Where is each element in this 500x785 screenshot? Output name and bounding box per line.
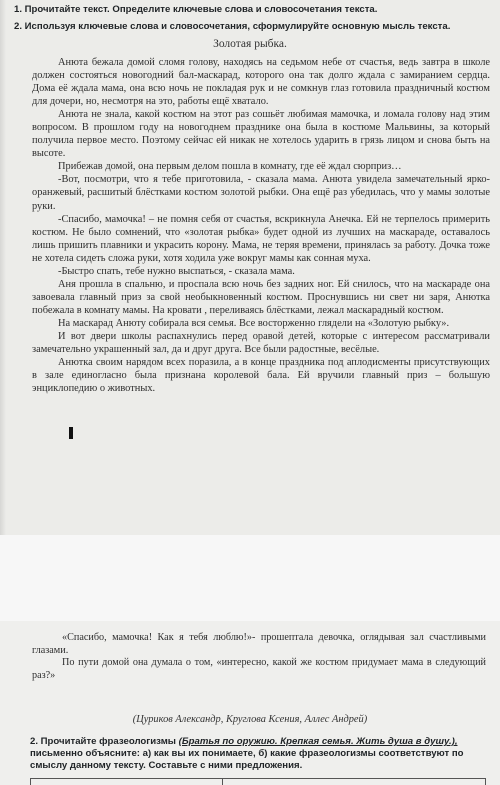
story-continuation	[32, 632, 486, 682]
paragraph: На маскарад Анюту собирала вся семья. Все восторженно глядели на «Золотую рыбку».	[58, 317, 450, 329]
page-gap	[0, 535, 500, 621]
paragraph: -Спасибо, мамочка! – не помня себя от счастья, вскрикнула Анечка. Ей не терпелось примерить костюм. Не было сомнений, что «золотая рыбка» будет одной из лучших на маскараде, оставалось лишь пришить плавники и украсить корону. Мама, не теряя времени, принялась за работу. Дочка тоже не хотела сидеть сложа руки, хотя ходила уже вокруг мамы как сонная муха.	[32, 213, 490, 264]
paragraph: И вот двери школы распахнулись перед оравой детей, которые с интересом рассматривали замечательно украшенный зал, да и друг друга. Все были радостные, весёлые.	[32, 330, 490, 356]
paragraph: -Вот, посмотри, что я тебе приготовила, - сказала мама. Анюта увидела замечательный ярко-оранжевый, расшитый блёстками костюм золотой рыбки. Она ещё раз убедилась, что у мамы золотые руки.	[32, 174, 490, 212]
text-cursor-mark	[69, 427, 73, 439]
story-authors: (Цуриков Александр, Круглова Ксения, Аллес Андрей)	[132, 714, 368, 725]
story-title: Золотая рыбка.	[213, 38, 287, 50]
task-3-rest: письменно объясните: а) как вы их понимаете, б) какие фразеологизмы соответствуют по смыслу данному тексту. Составьте с ними предложения.	[30, 748, 464, 771]
paragraph: Аня прошла в спальню, и проспала всю ночь без задних ног. Ей снилось, что на маскараде она завоевала главный приз за свой необыкновенный костюм. Проснувшись ни свет ни заря, Анютка побежала в комнату мамы. На кровати , переливаясь блёстками, лежал маскарадный костюм.	[32, 278, 490, 316]
task-3-idioms: (Братья по оружию. Крепкая семья. Жить душа в душу.),	[178, 736, 458, 747]
paragraph: Анюта бежала домой сломя голову, находясь на седьмом небе от счастья, ведь завтра в школе должен состояться новогодний бал-маскарад, которого она так долго ждала с замиранием сердца. Дома её ждала мама, она всю ночь не покладая рук и не сомкнув глаз готовила праздничный костюм для дочери, но, несмотря на это, работы ещё хватало.	[32, 57, 490, 108]
task-1: 1. Прочитайте текст. Определите ключевые слова и словосочетания текста.	[14, 4, 378, 15]
paragraph: «Спасибо, мамочка! Как я тебя люблю!»- прошептала девочка, оглядывая зал счастливыми глазами.	[32, 632, 486, 656]
answer-table-divider	[222, 778, 223, 785]
paragraph: Анютка своим нарядом всех поразила, а в конце праздника под аплодисменты присутствующих в зале единогласно была признана королевой бала. Ей вручили главный приз – большую энциклопедию о животных.	[32, 357, 490, 395]
task-2: 2. Используя ключевые слова и словосочетания, сформулируйте основную мысль текста.	[14, 21, 451, 32]
task-3-prefix: 2. Прочитайте фразеологизмы	[30, 736, 176, 747]
story-body	[32, 56, 490, 395]
answer-table-left-border	[30, 778, 31, 785]
task-3	[30, 736, 490, 772]
paragraph: Анюта не знала, какой костюм на этот раз сошьёт любимая мамочка, и ломала голову над этим вопросом. В прошлом году на новогоднем празднике она была в костюме Мальвины, за который получила первое место. Поэтому сейчас ей никак не хотелось ударить в грязь лицом и снова быть на высоте.	[32, 109, 490, 160]
paragraph: Прибежав домой, она первым делом пошла в комнату, где её ждал сюрприз…	[58, 161, 402, 173]
paragraph: -Быстро спать, тебе нужно выспаться, - сказала мама.	[58, 265, 295, 277]
paragraph: По пути домой она думала о том, «интересно, какой же костюм придумает мама в следующий раз?»	[32, 657, 486, 681]
answer-table-top-border	[30, 778, 486, 779]
answer-table-right-border	[485, 778, 486, 785]
page-edge-shadow	[0, 0, 6, 535]
